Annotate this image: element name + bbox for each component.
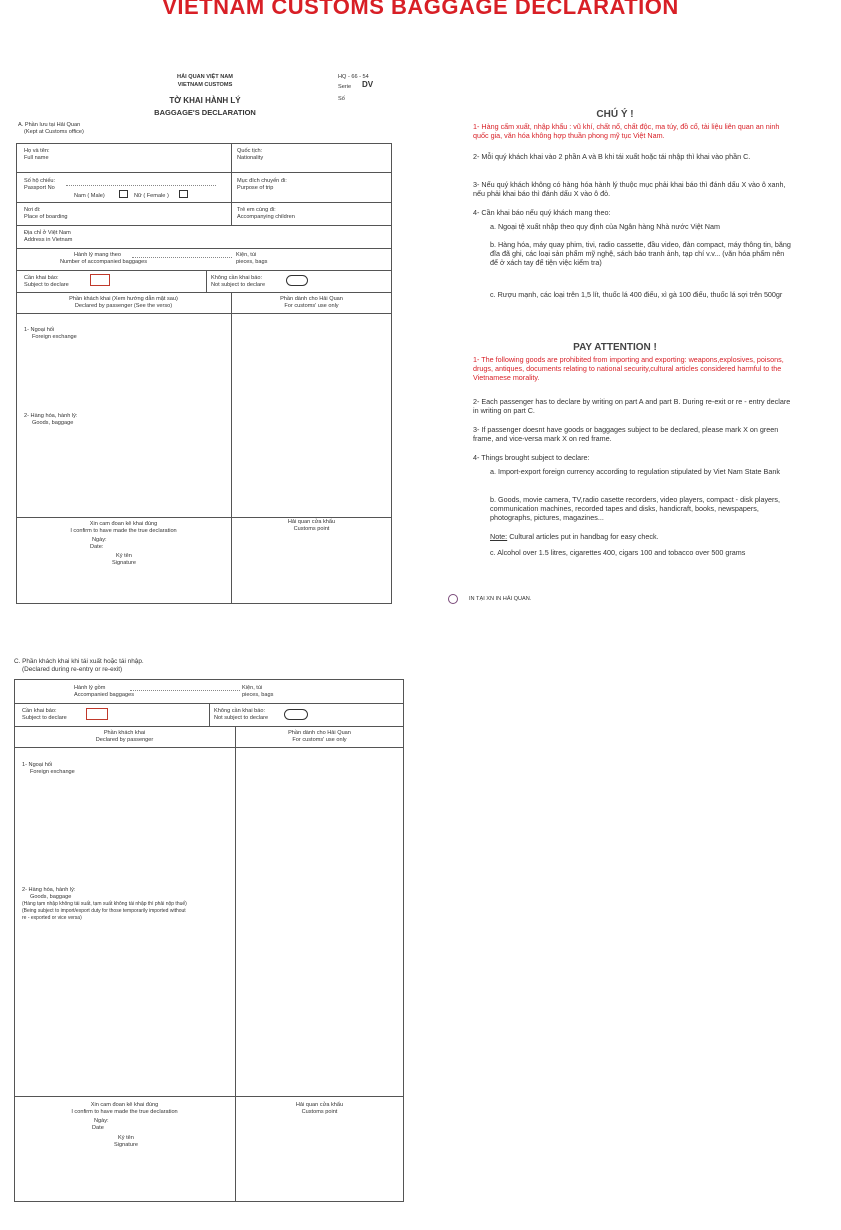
c-subject-label: Cần khai báo: bbox=[22, 708, 57, 714]
c-foreign-exchange-label: 1- Ngoại hối bbox=[22, 762, 53, 768]
part-c-sublabel: (Declared during re-entry or re-exit) bbox=[22, 666, 123, 673]
goods-label: 2- Hàng hóa, hành lý: bbox=[24, 413, 78, 419]
c-signature-label-en: Signature bbox=[114, 1142, 138, 1148]
female-label: Nữ ( Female ) bbox=[134, 193, 169, 199]
male-checkbox[interactable] bbox=[119, 190, 128, 198]
subject-label: Cần khai báo: bbox=[24, 275, 59, 281]
agency-en: VIETNAM CUSTOMS bbox=[177, 82, 233, 88]
notice-vn-item-1: 1- Hàng cấm xuất, nhập khẩu : vũ khí, chất nổ, chất độc, ma túy, đồ cổ, tài liệu liên quan an ninh quốc gia, văn hóa không hợp thuần phong mỹ tục Việt Nam. bbox=[473, 122, 780, 141]
date-label-en: Date: bbox=[90, 544, 104, 550]
c-subject-label-en: Subject to declare bbox=[22, 715, 67, 721]
nationality-label: Quốc tịch: bbox=[237, 148, 263, 154]
c-customs-point-label-en: Customs point bbox=[301, 1109, 338, 1115]
c-goods-label: 2- Hàng hóa, hành lý: bbox=[22, 887, 76, 893]
pieces-label: Kiện, túi bbox=[236, 252, 257, 258]
purpose-label-en: Purpose of trip bbox=[237, 185, 274, 191]
full-name-label: Họ và tên: bbox=[24, 148, 50, 154]
c-pieces-label: Kiện, túi bbox=[242, 685, 263, 691]
form-number: HQ - 66 - 54 bbox=[338, 74, 369, 80]
full-name-label-en: Full name bbox=[24, 155, 49, 161]
notice-en-item-4c: c. Alcohol over 1.5 litres, cigarettes 400, cigars 100 and tobacco over 500 grams bbox=[490, 548, 746, 557]
goods-label-en: Goods, baggage bbox=[32, 420, 74, 426]
part-a-label: A. Phần lưu tại Hải Quan bbox=[18, 122, 81, 128]
notice-en-item-2: 2- Each passenger has to declare by writing on part A and part B. During re-exit or re - entry declare in writing on part C. bbox=[473, 397, 791, 416]
c-passenger-section-label-en: Declared by passenger bbox=[95, 737, 154, 743]
c-baggage-label: Hành lý gồm bbox=[74, 685, 106, 691]
pieces-label-en: pieces, bags bbox=[236, 259, 268, 265]
c-date-label: Ngày: bbox=[94, 1118, 109, 1124]
serie-label: Serie bbox=[338, 84, 352, 90]
c-confirm-label-en: I confirm to have made the true declaration bbox=[71, 1109, 178, 1115]
notice-en-item-3: 3- If passenger doesnt have goods or baggages subject to be declared, please mark X on green frame, and vice-versa mark X on red frame. bbox=[473, 425, 779, 444]
c-goods-note-vn: (Hàng tạm nhập không tái xuất, tạm xuất không tái nhập thì phải nộp thuế) bbox=[22, 901, 187, 907]
customs-emblem-icon bbox=[448, 594, 458, 604]
c-date-label-en: Date bbox=[92, 1125, 104, 1131]
c-not-subject-label: Không cần khai báo: bbox=[214, 708, 266, 714]
notice-en-item-4b-note: Note: Cultural articles put in handbag for easy check. bbox=[490, 532, 659, 541]
boarding-label: Nơi đi: bbox=[24, 207, 41, 213]
part-c-label: C. Phần khách khai khi tái xuất hoặc tái nhập. bbox=[14, 658, 144, 665]
c-goods-note-en-1: (Being subject to import/export duty for those temporarily imported without bbox=[22, 908, 186, 914]
c-customs-section-label-en: For customs' use only bbox=[292, 737, 347, 743]
c-customs-section-label: Phần dành cho Hải Quan bbox=[288, 730, 351, 736]
notice-vn-title: CHÚ Ý ! bbox=[596, 109, 634, 120]
subject-to-declare-box[interactable] bbox=[90, 274, 110, 286]
notice-en-item-1: 1- The following goods are prohibited from importing and exporting: weapons,explosives, poisons, drugs, antiques, documents relating to national security,cultural articles considered harmful to the Vietnamese morality. bbox=[473, 355, 784, 383]
notice-vn-item-3: 3- Nếu quý khách không có hàng hóa hành lý thuộc mục phải khai báo thì đánh dấu X vào ô xanh, nếu phải khai báo thì đánh dấu X vào ô đỏ. bbox=[473, 180, 786, 199]
notice-en-item-4b: b. Goods, movie camera, TV,radio casette recorders, video players, compact - disk players, communication machines, recorded tapes and disks, handicraft, books, newspapers, photographs, pictures, magazines... bbox=[490, 495, 781, 523]
printer-credit: IN TẠI XN IN HẢI QUAN. bbox=[469, 596, 532, 602]
notice-vn-item-4: 4- Cần khai báo nếu quý khách mang theo: bbox=[473, 208, 611, 217]
confirm-label-en: I confirm to have made the true declaration bbox=[70, 528, 177, 534]
foreign-exchange-label: 1- Ngoại hối bbox=[24, 327, 55, 333]
children-label-en: Accompanying children bbox=[237, 214, 295, 220]
form-title-en: BAGGAGE'S DECLARATION bbox=[154, 108, 256, 117]
notice-vn-item-4c: c. Rượu mạnh, các loại trên 1,5 lít, thuốc lá 400 điếu, xì gà 100 điếu, thuốc lá sợi trên 500gr bbox=[490, 290, 783, 299]
notice-en-item-4: 4- Things brought subject to declare: bbox=[473, 453, 590, 462]
signature-label: Ký tên bbox=[116, 553, 132, 559]
notice-vn-item-4b: b. Hàng hóa, máy quay phim, tivi, radio cassette, đầu video, đàn compact, máy thông tin, băng đĩa đã ghi, các loại sản phẩm mỹ nghệ, sách báo tranh ảnh, tạp chí v.v... (văn hóa phẩm nên để ở xách tay để tiện việc kiểm tra) bbox=[490, 240, 791, 268]
boarding-label-en: Place of boarding bbox=[24, 214, 68, 220]
passport-label-en: Passport No bbox=[24, 185, 55, 191]
purpose-label: Mục đích chuyến đi: bbox=[237, 178, 287, 184]
baggage-count-label: Hành lý mang theo bbox=[74, 252, 121, 258]
notice-vn-item-2: 2- Mỗi quý khách khai vào 2 phần A và B khi tái xuất hoặc tái nhập thì khai vào phần C. bbox=[473, 152, 751, 161]
signature-label-en: Signature bbox=[112, 560, 136, 566]
c-pieces-label-en: pieces, bags bbox=[242, 692, 274, 698]
serial-number-label: Số bbox=[338, 96, 345, 102]
c-signature-label: Ký tên bbox=[118, 1135, 134, 1141]
not-subject-label: Không cần khai báo: bbox=[211, 275, 263, 281]
c-not-subject-label-en: Not subject to declare bbox=[214, 715, 269, 721]
c-passenger-section-label: Phần khách khai bbox=[103, 730, 146, 736]
nationality-label-en: Nationality bbox=[237, 155, 264, 161]
confirm-label: Xin cam đoan kê khai đúng bbox=[89, 521, 158, 527]
c-customs-point-label: Hải quan cửa khẩu bbox=[295, 1102, 344, 1108]
part-a-sublabel: (Kept at Customs office) bbox=[24, 129, 84, 135]
c-goods-label-en: Goods, baggage bbox=[30, 894, 72, 900]
passport-label: Số hộ chiếu: bbox=[24, 178, 56, 184]
not-subject-box[interactable] bbox=[286, 275, 308, 286]
passenger-section-label: Phần khách khai (Xem hướng dẫn mặt sau) bbox=[69, 296, 178, 302]
customs-point-label-en: Customs point bbox=[293, 526, 330, 532]
female-checkbox[interactable] bbox=[179, 190, 188, 198]
c-not-subject-box[interactable] bbox=[284, 709, 308, 720]
address-label: Địa chỉ ở Việt Nam bbox=[24, 230, 71, 236]
notice-en-title: PAY ATTENTION ! bbox=[573, 342, 657, 353]
c-confirm-label: Xin cam đoan kê khai đúng bbox=[90, 1102, 159, 1108]
children-label: Trẻ em cùng đi: bbox=[237, 207, 276, 213]
c-goods-note-en-2: re - exported or vice versa) bbox=[22, 915, 82, 921]
baggage-count-label-en: Number of accompanied baggages bbox=[60, 259, 148, 265]
notice-vn-item-4a: a. Ngoại tệ xuất nhập theo quy định của Ngân hàng Nhà nước Việt Nam bbox=[490, 222, 720, 231]
c-baggage-label-en: Accompanied baggages bbox=[74, 692, 135, 698]
subject-label-en: Subject to declare bbox=[24, 282, 69, 288]
form-a-frame bbox=[16, 143, 392, 604]
agency-vn: HẢI QUAN VIỆT NAM bbox=[177, 74, 233, 80]
not-subject-label-en: Not subject to declare bbox=[211, 282, 266, 288]
customs-point-label: Hải quan cửa khẩu bbox=[287, 519, 336, 525]
c-subject-to-declare-box[interactable] bbox=[86, 708, 108, 720]
address-label-en: Address in Vietnam bbox=[24, 237, 73, 243]
customs-section-label: Phần dành cho Hải Quan bbox=[280, 296, 343, 302]
passenger-section-label-en: Declared by passenger (See the verso) bbox=[74, 303, 173, 309]
notice-en-item-4a: a. Import-export foreign currency according to regulation stipulated by Viet Nam State Bank bbox=[490, 467, 780, 476]
form-c-frame bbox=[14, 679, 404, 1202]
foreign-exchange-label-en: Foreign exchange bbox=[32, 334, 77, 340]
form-title-vn: TỜ KHAI HÀNH LÝ bbox=[169, 96, 241, 105]
customs-section-label-en: For customs' use only bbox=[284, 303, 339, 309]
serie-value: DV bbox=[362, 80, 374, 89]
c-foreign-exchange-label-en: Foreign exchange bbox=[30, 769, 75, 775]
document-title-banner: VIETNAM CUSTOMS BAGGAGE DECLARATION bbox=[162, 0, 679, 19]
date-label: Ngày: bbox=[92, 537, 107, 543]
male-label: Nam ( Male) bbox=[74, 193, 105, 199]
